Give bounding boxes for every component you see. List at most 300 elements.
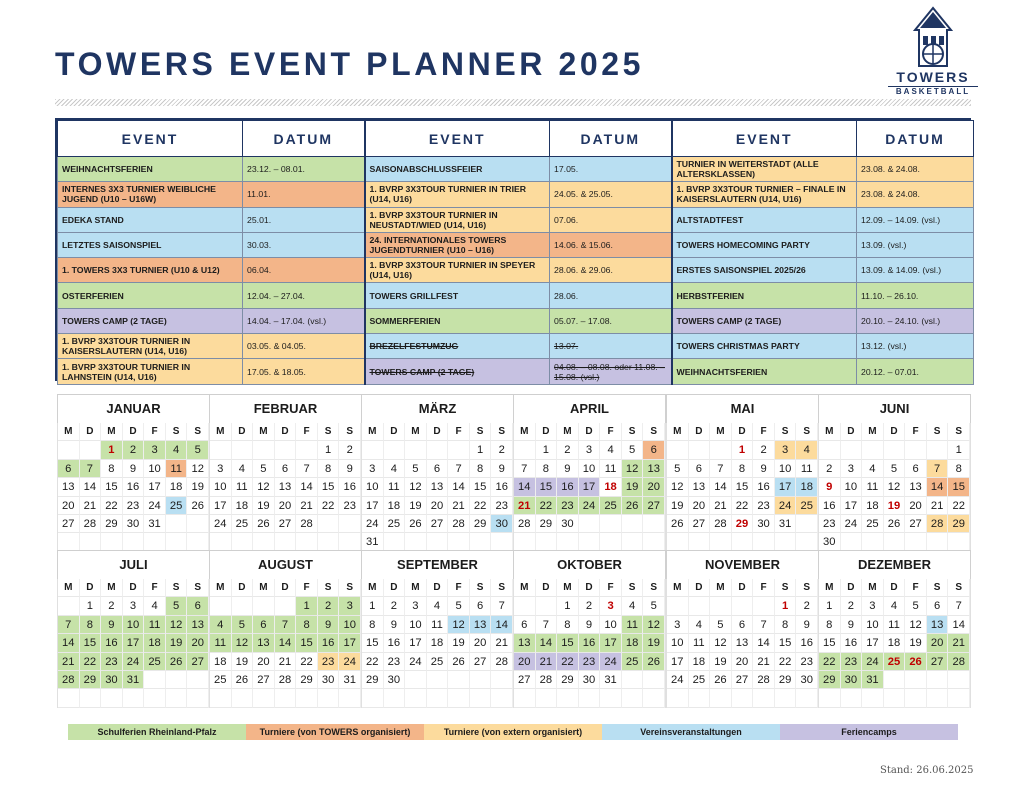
day-cell: 27 xyxy=(905,515,927,533)
day-cell: 13 xyxy=(905,478,927,496)
empty-cell xyxy=(819,441,841,459)
weekday-label: M xyxy=(557,579,579,597)
weekday-label: M xyxy=(362,423,384,441)
weekday-label: D xyxy=(536,579,558,597)
empty-cell xyxy=(232,689,254,707)
empty-cell xyxy=(253,689,275,707)
weekday-label: D xyxy=(841,579,863,597)
empty-cell xyxy=(796,533,818,551)
month-grid xyxy=(361,423,514,552)
empty-cell xyxy=(275,441,297,459)
day-cell: 23 xyxy=(339,497,361,515)
day-cell: 26 xyxy=(405,515,427,533)
month-november xyxy=(666,550,819,708)
event-date: 12.04. – 27.04. xyxy=(243,283,365,308)
day-cell: 30 xyxy=(796,671,818,689)
day-cell: 28 xyxy=(536,671,558,689)
day-cell: 2 xyxy=(579,597,601,615)
datum-header: DATUM xyxy=(550,121,672,157)
day-cell: 30 xyxy=(579,671,601,689)
month-name: DEZEMBER xyxy=(818,551,971,579)
day-cell: 25 xyxy=(144,653,166,671)
day-cell: 16 xyxy=(753,478,775,496)
weekday-label: S xyxy=(339,423,361,441)
empty-cell xyxy=(427,533,449,551)
day-cell: 17 xyxy=(339,634,361,652)
empty-cell xyxy=(362,689,384,707)
month-name: MAI xyxy=(666,395,819,423)
empty-cell xyxy=(210,689,232,707)
empty-cell xyxy=(732,597,754,615)
day-cell: 31 xyxy=(362,533,384,551)
empty-cell xyxy=(514,689,536,707)
weekday-label: S xyxy=(622,423,644,441)
day-cell: 12 xyxy=(253,478,275,496)
day-cell: 23 xyxy=(579,653,601,671)
weekday-label: M xyxy=(210,423,232,441)
day-cell: 18 xyxy=(600,478,622,496)
day-cell: 5 xyxy=(905,597,927,615)
day-cell: 17 xyxy=(841,497,863,515)
day-cell: 8 xyxy=(80,616,102,634)
weekday-label: F xyxy=(448,579,470,597)
month-grid xyxy=(209,579,362,708)
day-cell: 18 xyxy=(796,478,818,496)
day-cell: 13 xyxy=(275,478,297,496)
day-cell: 11 xyxy=(384,478,406,496)
day-cell: 5 xyxy=(710,616,732,634)
day-cell: 29 xyxy=(80,671,102,689)
day-cell: 8 xyxy=(470,460,492,478)
day-cell: 16 xyxy=(557,478,579,496)
empty-cell xyxy=(296,533,318,551)
month-dezember xyxy=(818,550,971,708)
day-cell: 1 xyxy=(296,597,318,615)
day-cell: 25 xyxy=(166,497,188,515)
weekday-label: F xyxy=(753,579,775,597)
day-cell: 12 xyxy=(232,634,254,652)
empty-cell xyxy=(166,671,188,689)
day-cell: 30 xyxy=(491,515,513,533)
day-cell: 2 xyxy=(491,441,513,459)
empty-cell xyxy=(710,441,732,459)
empty-cell xyxy=(144,689,166,707)
weekday-label: D xyxy=(689,579,711,597)
month-name: OKTOBER xyxy=(513,551,666,579)
day-cell: 8 xyxy=(732,460,754,478)
day-cell: 12 xyxy=(710,634,732,652)
day-cell: 14 xyxy=(927,478,949,496)
empty-cell xyxy=(905,533,927,551)
empty-cell xyxy=(927,533,949,551)
day-cell: 14 xyxy=(514,478,536,496)
event-name: HERBSTFERIEN xyxy=(672,283,857,308)
empty-cell xyxy=(296,689,318,707)
day-cell: 11 xyxy=(144,616,166,634)
day-cell: 1 xyxy=(80,597,102,615)
day-cell: 19 xyxy=(643,634,665,652)
day-cell: 9 xyxy=(753,460,775,478)
empty-cell xyxy=(514,597,536,615)
day-cell: 14 xyxy=(710,478,732,496)
day-cell: 28 xyxy=(753,671,775,689)
empty-cell xyxy=(667,533,689,551)
weekday-label: S xyxy=(166,423,188,441)
day-cell: 9 xyxy=(819,478,841,496)
day-cell: 27 xyxy=(689,515,711,533)
day-cell: 15 xyxy=(470,478,492,496)
day-cell: 1 xyxy=(732,441,754,459)
day-cell: 9 xyxy=(123,460,145,478)
event-date: 11.10. – 26.10. xyxy=(857,283,974,308)
weekday-label: F xyxy=(296,423,318,441)
day-cell: 9 xyxy=(339,460,361,478)
day-cell: 4 xyxy=(600,441,622,459)
day-cell: 22 xyxy=(470,497,492,515)
event-row xyxy=(58,258,974,283)
day-cell: 27 xyxy=(643,497,665,515)
day-cell: 28 xyxy=(80,515,102,533)
empty-cell xyxy=(491,689,513,707)
weekday-label: S xyxy=(470,579,492,597)
day-cell: 28 xyxy=(948,653,970,671)
weekday-label: S xyxy=(643,579,665,597)
event-name: TOWERS CAMP (2 TAGE) xyxy=(672,308,857,333)
empty-cell xyxy=(643,671,665,689)
empty-cell xyxy=(927,671,949,689)
day-cell: 20 xyxy=(514,653,536,671)
day-cell: 6 xyxy=(927,597,949,615)
event-row xyxy=(58,157,974,182)
day-cell: 14 xyxy=(491,616,513,634)
day-cell: 7 xyxy=(275,616,297,634)
day-cell: 11 xyxy=(622,616,644,634)
event-name: SAISONABSCHLUSSFEIER xyxy=(365,157,550,182)
empty-cell xyxy=(144,671,166,689)
day-cell: 27 xyxy=(427,515,449,533)
day-cell: 20 xyxy=(689,497,711,515)
day-cell: 13 xyxy=(253,634,275,652)
empty-cell xyxy=(470,671,492,689)
day-cell: 6 xyxy=(643,441,665,459)
day-cell: 24 xyxy=(210,515,232,533)
weekday-label: D xyxy=(689,423,711,441)
month-name: JULI xyxy=(57,551,210,579)
empty-cell xyxy=(753,597,775,615)
day-cell: 4 xyxy=(232,460,254,478)
day-cell: 23 xyxy=(101,653,123,671)
datum-header: DATUM xyxy=(243,121,365,157)
day-cell: 4 xyxy=(166,441,188,459)
day-cell: 9 xyxy=(384,616,406,634)
event-date: 28.06. & 29.06. xyxy=(550,258,672,283)
empty-cell xyxy=(796,689,818,707)
day-cell: 1 xyxy=(470,441,492,459)
day-cell: 29 xyxy=(362,671,384,689)
day-cell: 9 xyxy=(796,616,818,634)
month-januar xyxy=(57,394,210,552)
day-cell: 13 xyxy=(689,478,711,496)
weekday-label: D xyxy=(384,579,406,597)
weekday-label: S xyxy=(187,423,209,441)
event-date: 13.09. & 14.09. (vsl.) xyxy=(857,258,974,283)
event-name: TURNIER IN WEITERSTADT (ALLE ALTERSKLASSEN) xyxy=(672,157,857,182)
day-cell: 26 xyxy=(622,497,644,515)
event-table xyxy=(55,118,971,381)
day-cell: 12 xyxy=(166,616,188,634)
weekday-label: F xyxy=(448,423,470,441)
weekday-label: S xyxy=(796,579,818,597)
day-cell: 5 xyxy=(622,441,644,459)
empty-cell xyxy=(643,515,665,533)
day-cell: 8 xyxy=(819,616,841,634)
empty-cell xyxy=(384,689,406,707)
day-cell: 21 xyxy=(948,634,970,652)
day-cell: 14 xyxy=(296,478,318,496)
month-februar xyxy=(209,394,362,552)
day-cell: 10 xyxy=(144,460,166,478)
event-name: TOWERS CAMP (2 TAGE) xyxy=(58,308,243,333)
day-cell: 7 xyxy=(536,616,558,634)
event-name: ERSTES SAISONSPIEL 2025/26 xyxy=(672,258,857,283)
day-cell: 29 xyxy=(557,671,579,689)
empty-cell xyxy=(58,441,80,459)
day-cell: 23 xyxy=(753,497,775,515)
empty-cell xyxy=(775,533,797,551)
empty-cell xyxy=(927,689,949,707)
empty-cell xyxy=(405,533,427,551)
day-cell: 9 xyxy=(491,460,513,478)
day-cell: 30 xyxy=(318,671,340,689)
day-cell: 21 xyxy=(927,497,949,515)
empty-cell xyxy=(862,441,884,459)
day-cell: 16 xyxy=(101,634,123,652)
day-cell: 1 xyxy=(557,597,579,615)
empty-cell xyxy=(884,689,906,707)
day-cell: 8 xyxy=(775,616,797,634)
empty-cell xyxy=(710,597,732,615)
day-cell: 8 xyxy=(362,616,384,634)
event-name: 1. BVRP 3X3TOUR TURNIER – FINALE IN KAISERSLAUTERN (U14, U16) xyxy=(672,182,857,207)
day-cell: 29 xyxy=(536,515,558,533)
day-cell: 17 xyxy=(362,497,384,515)
day-cell: 12 xyxy=(643,616,665,634)
day-cell: 21 xyxy=(753,653,775,671)
day-cell: 28 xyxy=(275,671,297,689)
day-cell: 25 xyxy=(862,515,884,533)
day-cell: 17 xyxy=(405,634,427,652)
day-cell: 24 xyxy=(339,653,361,671)
empty-cell xyxy=(362,441,384,459)
weekday-label: F xyxy=(144,579,166,597)
day-cell: 6 xyxy=(187,597,209,615)
day-cell: 21 xyxy=(514,497,536,515)
day-cell: 15 xyxy=(101,478,123,496)
empty-cell xyxy=(101,689,123,707)
day-cell: 27 xyxy=(732,671,754,689)
empty-cell xyxy=(427,689,449,707)
empty-cell xyxy=(710,533,732,551)
event-row xyxy=(58,308,974,333)
weekday-label: D xyxy=(579,579,601,597)
weekday-label: S xyxy=(643,423,665,441)
event-date: 07.06. xyxy=(550,207,672,232)
day-cell: 22 xyxy=(536,497,558,515)
empty-cell xyxy=(232,597,254,615)
day-cell: 22 xyxy=(318,497,340,515)
day-cell: 28 xyxy=(710,515,732,533)
day-cell: 19 xyxy=(253,497,275,515)
day-cell: 6 xyxy=(253,616,275,634)
empty-cell xyxy=(144,533,166,551)
day-cell: 24 xyxy=(579,497,601,515)
weekday-label: M xyxy=(514,579,536,597)
page-title: TOWERS EVENT PLANNER 2025 xyxy=(55,46,645,82)
day-cell: 4 xyxy=(689,616,711,634)
event-name: 1. BVRP 3X3TOUR TURNIER IN KAISERSLAUTERN (U14, U16) xyxy=(58,334,243,359)
event-header: EVENT xyxy=(58,121,243,157)
empty-cell xyxy=(491,533,513,551)
day-cell: 4 xyxy=(796,441,818,459)
empty-cell xyxy=(448,441,470,459)
empty-cell xyxy=(600,515,622,533)
day-cell: 29 xyxy=(296,671,318,689)
empty-cell xyxy=(166,533,188,551)
empty-cell xyxy=(58,533,80,551)
empty-cell xyxy=(187,533,209,551)
month-name: NOVEMBER xyxy=(666,551,819,579)
weekday-label: S xyxy=(622,579,644,597)
weekday-label: D xyxy=(275,579,297,597)
weekday-label: M xyxy=(58,579,80,597)
day-cell: 9 xyxy=(318,616,340,634)
weekday-label: M xyxy=(667,579,689,597)
day-cell: 26 xyxy=(710,671,732,689)
day-cell: 5 xyxy=(643,597,665,615)
day-cell: 2 xyxy=(753,441,775,459)
day-cell: 25 xyxy=(796,497,818,515)
empty-cell xyxy=(80,533,102,551)
empty-cell xyxy=(689,441,711,459)
weekday-label: M xyxy=(101,579,123,597)
day-cell: 1 xyxy=(948,441,970,459)
day-cell: 27 xyxy=(927,653,949,671)
day-cell: 13 xyxy=(58,478,80,496)
day-cell: 16 xyxy=(841,634,863,652)
day-cell: 20 xyxy=(927,634,949,652)
day-cell: 6 xyxy=(275,460,297,478)
towers-logo xyxy=(893,6,973,94)
day-cell: 7 xyxy=(58,616,80,634)
empty-cell xyxy=(253,441,275,459)
day-cell: 7 xyxy=(448,460,470,478)
weekday-label: M xyxy=(101,423,123,441)
weekday-label: M xyxy=(253,579,275,597)
event-name: BREZELFESTUMZUG xyxy=(365,334,550,359)
empty-cell xyxy=(296,441,318,459)
weekday-label: D xyxy=(80,423,102,441)
event-date: 20.10. – 24.10. (vsl.) xyxy=(857,308,974,333)
day-cell: 18 xyxy=(689,653,711,671)
event-name: ALTSTADTFEST xyxy=(672,207,857,232)
day-cell: 11 xyxy=(689,634,711,652)
event-name: 1. TOWERS 3X3 TURNIER (U10 & U12) xyxy=(58,258,243,283)
day-cell: 8 xyxy=(557,616,579,634)
empty-cell xyxy=(884,441,906,459)
day-cell: 3 xyxy=(579,441,601,459)
empty-cell xyxy=(448,689,470,707)
weekday-label: M xyxy=(862,579,884,597)
day-cell: 16 xyxy=(796,634,818,652)
day-cell: 19 xyxy=(710,653,732,671)
weekday-label: S xyxy=(775,579,797,597)
day-cell: 2 xyxy=(318,597,340,615)
empty-cell xyxy=(689,533,711,551)
empty-cell xyxy=(905,671,927,689)
month-grid xyxy=(666,423,819,552)
day-cell: 26 xyxy=(187,497,209,515)
day-cell: 2 xyxy=(339,441,361,459)
empty-cell xyxy=(622,689,644,707)
tower-icon xyxy=(901,6,965,68)
day-cell: 1 xyxy=(819,597,841,615)
day-cell: 10 xyxy=(362,478,384,496)
day-cell: 26 xyxy=(905,653,927,671)
weekday-label: S xyxy=(166,579,188,597)
weekday-label: F xyxy=(753,423,775,441)
event-date: 12.09. – 14.09. (vsl.) xyxy=(857,207,974,232)
weekday-label: D xyxy=(384,423,406,441)
legend-item: Turniere (von extern organisiert) xyxy=(424,724,602,740)
day-cell: 27 xyxy=(514,671,536,689)
weekday-label: M xyxy=(667,423,689,441)
empty-cell xyxy=(841,689,863,707)
event-date: 17.05. xyxy=(550,157,672,182)
empty-cell xyxy=(58,689,80,707)
event-date: 06.04. xyxy=(243,258,365,283)
weekday-label: F xyxy=(296,579,318,597)
empty-cell xyxy=(643,689,665,707)
day-cell: 20 xyxy=(58,497,80,515)
empty-cell xyxy=(862,533,884,551)
day-cell: 31 xyxy=(862,671,884,689)
empty-cell xyxy=(667,597,689,615)
event-name: WEIHNACHTSFERIEN xyxy=(672,359,857,384)
empty-cell xyxy=(405,689,427,707)
empty-cell xyxy=(948,689,970,707)
logo-subtitle: BASKETBALL xyxy=(888,86,978,96)
empty-cell xyxy=(187,671,209,689)
weekday-label: M xyxy=(514,423,536,441)
empty-cell xyxy=(275,597,297,615)
weekday-label: D xyxy=(232,423,254,441)
event-name: SOMMERFERIEN xyxy=(365,308,550,333)
weekday-label: D xyxy=(884,579,906,597)
month-oktober xyxy=(513,550,666,708)
empty-cell xyxy=(775,689,797,707)
day-cell: 19 xyxy=(232,653,254,671)
day-cell: 13 xyxy=(927,616,949,634)
day-cell: 24 xyxy=(775,497,797,515)
day-cell: 21 xyxy=(536,653,558,671)
empty-cell xyxy=(667,441,689,459)
month-grid xyxy=(513,423,666,552)
day-cell: 14 xyxy=(753,634,775,652)
day-cell: 22 xyxy=(819,653,841,671)
day-cell: 31 xyxy=(775,515,797,533)
day-cell: 4 xyxy=(210,616,232,634)
day-cell: 16 xyxy=(123,478,145,496)
